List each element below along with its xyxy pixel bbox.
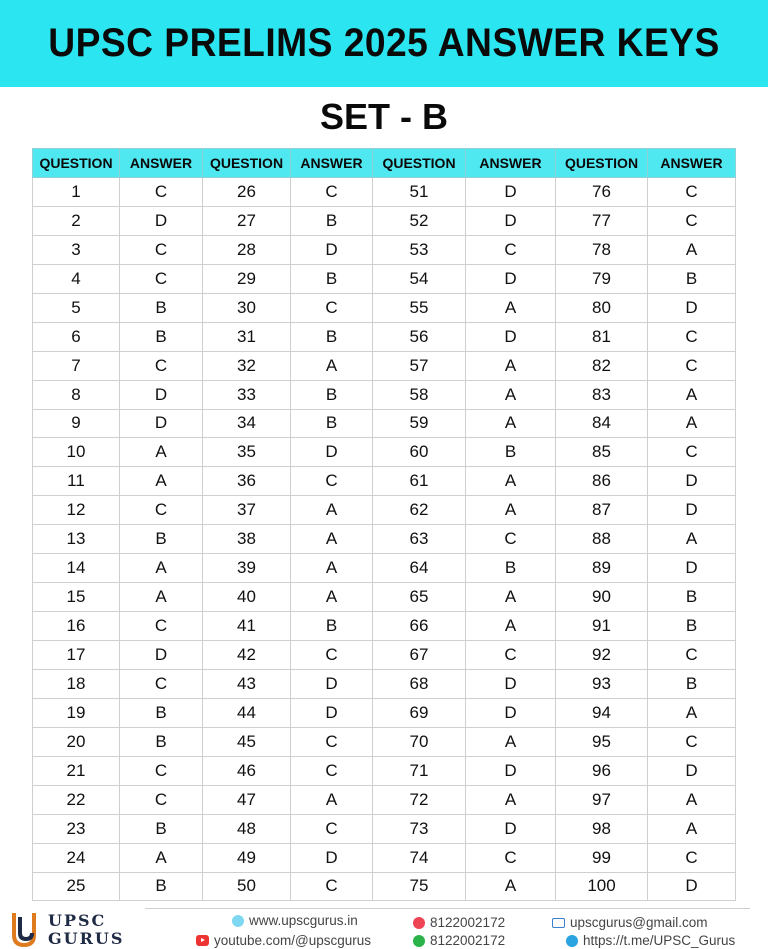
- answer-cell: A: [466, 727, 556, 756]
- question-number: 62: [373, 496, 466, 525]
- question-number: 72: [373, 785, 466, 814]
- answer-cell: D: [648, 467, 736, 496]
- phone-icon: [413, 917, 425, 929]
- website-contact[interactable]: [232, 913, 358, 928]
- answer-cell: A: [648, 409, 736, 438]
- answer-cell: A: [120, 467, 203, 496]
- answer-cell: B: [291, 206, 373, 235]
- youtube-contact[interactable]: [196, 933, 371, 948]
- answer-cell: D: [120, 409, 203, 438]
- table-row: [33, 409, 736, 438]
- title-banner: [0, 0, 768, 87]
- answer-cell: B: [120, 727, 203, 756]
- question-number: 88: [556, 525, 648, 554]
- answer-cell: D: [466, 322, 556, 351]
- question-number: 9: [33, 409, 120, 438]
- answer-cell: C: [466, 525, 556, 554]
- question-number: 46: [203, 756, 291, 785]
- telegram-contact[interactable]: [566, 933, 735, 948]
- answer-cell: D: [466, 756, 556, 785]
- email-link[interactable]: upscgurus@gmail.com: [570, 915, 708, 930]
- whatsapp-icon: [413, 935, 425, 947]
- answer-cell: C: [120, 496, 203, 525]
- table-row: [33, 322, 736, 351]
- table-header-row: [33, 149, 736, 178]
- answer-cell: B: [120, 698, 203, 727]
- set-title: SET - B: [319, 96, 448, 137]
- answer-cell: D: [466, 264, 556, 293]
- question-number: 90: [556, 583, 648, 612]
- answer-cell: B: [120, 814, 203, 843]
- answer-key-body: [33, 178, 736, 901]
- answer-cell: D: [291, 438, 373, 467]
- question-number: 43: [203, 669, 291, 698]
- question-number: 31: [203, 322, 291, 351]
- answer-cell: A: [291, 785, 373, 814]
- answer-cell: D: [466, 206, 556, 235]
- answer-cell: B: [120, 872, 203, 901]
- answer-cell: D: [466, 669, 556, 698]
- question-number: 24: [33, 843, 120, 872]
- question-number: 73: [373, 814, 466, 843]
- question-number: 19: [33, 698, 120, 727]
- answer-cell: A: [466, 467, 556, 496]
- answer-cell: D: [648, 872, 736, 901]
- question-number: 89: [556, 554, 648, 583]
- answer-cell: C: [120, 785, 203, 814]
- logo-mark-icon: [8, 911, 44, 949]
- answer-cell: B: [648, 264, 736, 293]
- question-number: 7: [33, 351, 120, 380]
- table-row: [33, 583, 736, 612]
- table-row: [33, 669, 736, 698]
- question-number: 51: [373, 178, 466, 207]
- question-number: 82: [556, 351, 648, 380]
- answer-cell: C: [648, 351, 736, 380]
- table-row: [33, 814, 736, 843]
- question-number: 98: [556, 814, 648, 843]
- question-number: 53: [373, 235, 466, 264]
- answer-cell: D: [648, 554, 736, 583]
- table-row: [33, 727, 736, 756]
- answer-cell: C: [648, 206, 736, 235]
- question-number: 94: [556, 698, 648, 727]
- question-number: 97: [556, 785, 648, 814]
- answer-cell: A: [466, 872, 556, 901]
- question-number: 10: [33, 438, 120, 467]
- answer-cell: C: [291, 727, 373, 756]
- question-number: 78: [556, 235, 648, 264]
- question-number: 2: [33, 206, 120, 235]
- question-number: 15: [33, 583, 120, 612]
- footer-divider: [145, 908, 750, 909]
- answer-cell: C: [120, 178, 203, 207]
- table-row: [33, 293, 736, 322]
- answer-cell: D: [291, 235, 373, 264]
- column-header: ANSWER: [291, 149, 373, 178]
- answer-cell: A: [291, 554, 373, 583]
- answer-cell: D: [648, 496, 736, 525]
- question-number: 80: [556, 293, 648, 322]
- question-number: 50: [203, 872, 291, 901]
- answer-cell: C: [291, 872, 373, 901]
- column-header: QUESTION: [373, 149, 466, 178]
- question-number: 100: [556, 872, 648, 901]
- answer-cell: C: [120, 351, 203, 380]
- answer-cell: A: [466, 785, 556, 814]
- youtube-icon: [196, 935, 209, 946]
- answer-cell: A: [466, 583, 556, 612]
- question-number: 13: [33, 525, 120, 554]
- telegram-link[interactable]: https://t.me/UPSC_Gurus: [583, 933, 736, 948]
- question-number: 75: [373, 872, 466, 901]
- phone-contact[interactable]: [413, 915, 505, 930]
- question-number: 95: [556, 727, 648, 756]
- whatsapp-contact[interactable]: [413, 933, 505, 948]
- table-row: [33, 612, 736, 641]
- answer-cell: B: [291, 322, 373, 351]
- telegram-icon: [566, 935, 578, 947]
- upsc-gurus-logo: [8, 909, 138, 949]
- mail-icon: [552, 918, 565, 928]
- table-row: [33, 756, 736, 785]
- question-number: 4: [33, 264, 120, 293]
- answer-cell: D: [648, 756, 736, 785]
- question-number: 84: [556, 409, 648, 438]
- answer-cell: A: [466, 293, 556, 322]
- email-contact[interactable]: [552, 915, 708, 930]
- answer-cell: B: [120, 322, 203, 351]
- table-row: [33, 525, 736, 554]
- answer-cell: A: [648, 698, 736, 727]
- question-number: 3: [33, 235, 120, 264]
- answer-cell: B: [648, 669, 736, 698]
- logo-word-gurus: GURUS: [48, 929, 125, 948]
- answer-cell: B: [291, 380, 373, 409]
- question-number: 33: [203, 380, 291, 409]
- answer-cell: C: [648, 438, 736, 467]
- answer-cell: D: [291, 843, 373, 872]
- table-row: [33, 351, 736, 380]
- question-number: 54: [373, 264, 466, 293]
- answer-cell: C: [648, 641, 736, 670]
- answer-cell: A: [648, 380, 736, 409]
- website-link[interactable]: www.upscgurus.in: [249, 913, 358, 928]
- question-number: 96: [556, 756, 648, 785]
- table-row: [33, 178, 736, 207]
- answer-cell: B: [291, 612, 373, 641]
- table-row: [33, 785, 736, 814]
- answer-cell: C: [291, 293, 373, 322]
- question-number: 64: [373, 554, 466, 583]
- answer-cell: B: [466, 554, 556, 583]
- question-number: 44: [203, 698, 291, 727]
- question-number: 12: [33, 496, 120, 525]
- answer-cell: C: [291, 814, 373, 843]
- answer-cell: C: [648, 843, 736, 872]
- answer-cell: D: [648, 293, 736, 322]
- question-number: 29: [203, 264, 291, 293]
- question-number: 1: [33, 178, 120, 207]
- answer-cell: A: [120, 438, 203, 467]
- answer-cell: D: [120, 641, 203, 670]
- table-row: [33, 380, 736, 409]
- question-number: 5: [33, 293, 120, 322]
- question-number: 61: [373, 467, 466, 496]
- question-number: 39: [203, 554, 291, 583]
- question-number: 38: [203, 525, 291, 554]
- table-row: [33, 467, 736, 496]
- phone-number[interactable]: 8122002172: [430, 915, 506, 930]
- answer-cell: A: [120, 554, 203, 583]
- answer-cell: C: [291, 178, 373, 207]
- question-number: 25: [33, 872, 120, 901]
- question-number: 20: [33, 727, 120, 756]
- table-row: [33, 496, 736, 525]
- answer-cell: C: [120, 756, 203, 785]
- answer-cell: B: [120, 525, 203, 554]
- question-number: 23: [33, 814, 120, 843]
- answer-cell: A: [648, 785, 736, 814]
- question-number: 48: [203, 814, 291, 843]
- question-number: 42: [203, 641, 291, 670]
- question-number: 81: [556, 322, 648, 351]
- answer-cell: A: [120, 843, 203, 872]
- answer-cell: B: [648, 612, 736, 641]
- question-number: 40: [203, 583, 291, 612]
- answer-cell: D: [466, 698, 556, 727]
- question-number: 59: [373, 409, 466, 438]
- answer-cell: D: [466, 178, 556, 207]
- answer-cell: A: [120, 583, 203, 612]
- footer: [0, 905, 768, 949]
- globe-icon: [232, 915, 244, 927]
- question-number: 66: [373, 612, 466, 641]
- question-number: 22: [33, 785, 120, 814]
- question-number: 86: [556, 467, 648, 496]
- table-row: [33, 843, 736, 872]
- column-header: ANSWER: [648, 149, 736, 178]
- logo-word-upsc: UPSC: [48, 911, 107, 930]
- answer-cell: C: [120, 612, 203, 641]
- column-header: ANSWER: [466, 149, 556, 178]
- table-row: [33, 641, 736, 670]
- question-number: 35: [203, 438, 291, 467]
- question-number: 28: [203, 235, 291, 264]
- question-number: 67: [373, 641, 466, 670]
- column-header: QUESTION: [33, 149, 120, 178]
- answer-cell: A: [291, 496, 373, 525]
- answer-cell: A: [466, 380, 556, 409]
- answer-cell: A: [291, 351, 373, 380]
- answer-cell: B: [648, 583, 736, 612]
- answer-cell: A: [648, 235, 736, 264]
- table-row: [33, 206, 736, 235]
- answer-cell: B: [120, 293, 203, 322]
- table-row: [33, 438, 736, 467]
- answer-cell: A: [291, 583, 373, 612]
- question-number: 63: [373, 525, 466, 554]
- answer-cell: A: [466, 409, 556, 438]
- answer-cell: A: [648, 525, 736, 554]
- answer-cell: D: [120, 206, 203, 235]
- question-number: 91: [556, 612, 648, 641]
- answer-cell: A: [648, 814, 736, 843]
- question-number: 41: [203, 612, 291, 641]
- question-number: 58: [373, 380, 466, 409]
- question-number: 99: [556, 843, 648, 872]
- question-number: 26: [203, 178, 291, 207]
- question-number: 37: [203, 496, 291, 525]
- question-number: 17: [33, 641, 120, 670]
- answer-cell: C: [648, 727, 736, 756]
- question-number: 45: [203, 727, 291, 756]
- answer-cell: C: [648, 322, 736, 351]
- youtube-link[interactable]: youtube.com/@upscgurus: [214, 933, 372, 948]
- question-number: 71: [373, 756, 466, 785]
- answer-cell: A: [466, 612, 556, 641]
- question-number: 27: [203, 206, 291, 235]
- question-number: 87: [556, 496, 648, 525]
- question-number: 57: [373, 351, 466, 380]
- question-number: 6: [33, 322, 120, 351]
- question-number: 52: [373, 206, 466, 235]
- question-number: 60: [373, 438, 466, 467]
- answer-cell: A: [291, 525, 373, 554]
- question-number: 49: [203, 843, 291, 872]
- answer-cell: C: [466, 843, 556, 872]
- table-row: [33, 264, 736, 293]
- question-number: 16: [33, 612, 120, 641]
- question-number: 85: [556, 438, 648, 467]
- question-number: 8: [33, 380, 120, 409]
- table-row: [33, 872, 736, 901]
- answer-cell: D: [291, 669, 373, 698]
- question-number: 32: [203, 351, 291, 380]
- question-number: 11: [33, 467, 120, 496]
- answer-cell: C: [291, 467, 373, 496]
- question-number: 65: [373, 583, 466, 612]
- answer-cell: B: [466, 438, 556, 467]
- answer-cell: B: [291, 409, 373, 438]
- table-row: [33, 235, 736, 264]
- question-number: 69: [373, 698, 466, 727]
- question-number: 30: [203, 293, 291, 322]
- answer-cell: C: [291, 756, 373, 785]
- answer-cell: C: [466, 641, 556, 670]
- question-number: 36: [203, 467, 291, 496]
- question-number: 79: [556, 264, 648, 293]
- question-number: 68: [373, 669, 466, 698]
- question-number: 76: [556, 178, 648, 207]
- answer-cell: A: [466, 351, 556, 380]
- question-number: 18: [33, 669, 120, 698]
- answer-cell: D: [291, 698, 373, 727]
- answer-cell: A: [466, 496, 556, 525]
- question-number: 14: [33, 554, 120, 583]
- answer-cell: B: [291, 264, 373, 293]
- question-number: 93: [556, 669, 648, 698]
- question-number: 74: [373, 843, 466, 872]
- answer-cell: C: [120, 264, 203, 293]
- answer-cell: D: [466, 814, 556, 843]
- question-number: 92: [556, 641, 648, 670]
- question-number: 70: [373, 727, 466, 756]
- page-title: UPSC PRELIMS 2025 ANSWER KEYS: [48, 21, 720, 65]
- question-number: 21: [33, 756, 120, 785]
- table-row: [33, 554, 736, 583]
- answer-cell: C: [120, 669, 203, 698]
- whatsapp-number[interactable]: 8122002172: [430, 933, 506, 948]
- question-number: 77: [556, 206, 648, 235]
- question-number: 56: [373, 322, 466, 351]
- answer-key-table: [32, 148, 736, 901]
- table-row: [33, 698, 736, 727]
- question-number: 55: [373, 293, 466, 322]
- answer-cell: D: [120, 380, 203, 409]
- column-header: ANSWER: [120, 149, 203, 178]
- question-number: 34: [203, 409, 291, 438]
- answer-cell: C: [291, 641, 373, 670]
- column-header: QUESTION: [203, 149, 291, 178]
- answer-cell: C: [648, 178, 736, 207]
- column-header: QUESTION: [556, 149, 648, 178]
- answer-cell: C: [466, 235, 556, 264]
- question-number: 47: [203, 785, 291, 814]
- question-number: 83: [556, 380, 648, 409]
- answer-cell: C: [120, 235, 203, 264]
